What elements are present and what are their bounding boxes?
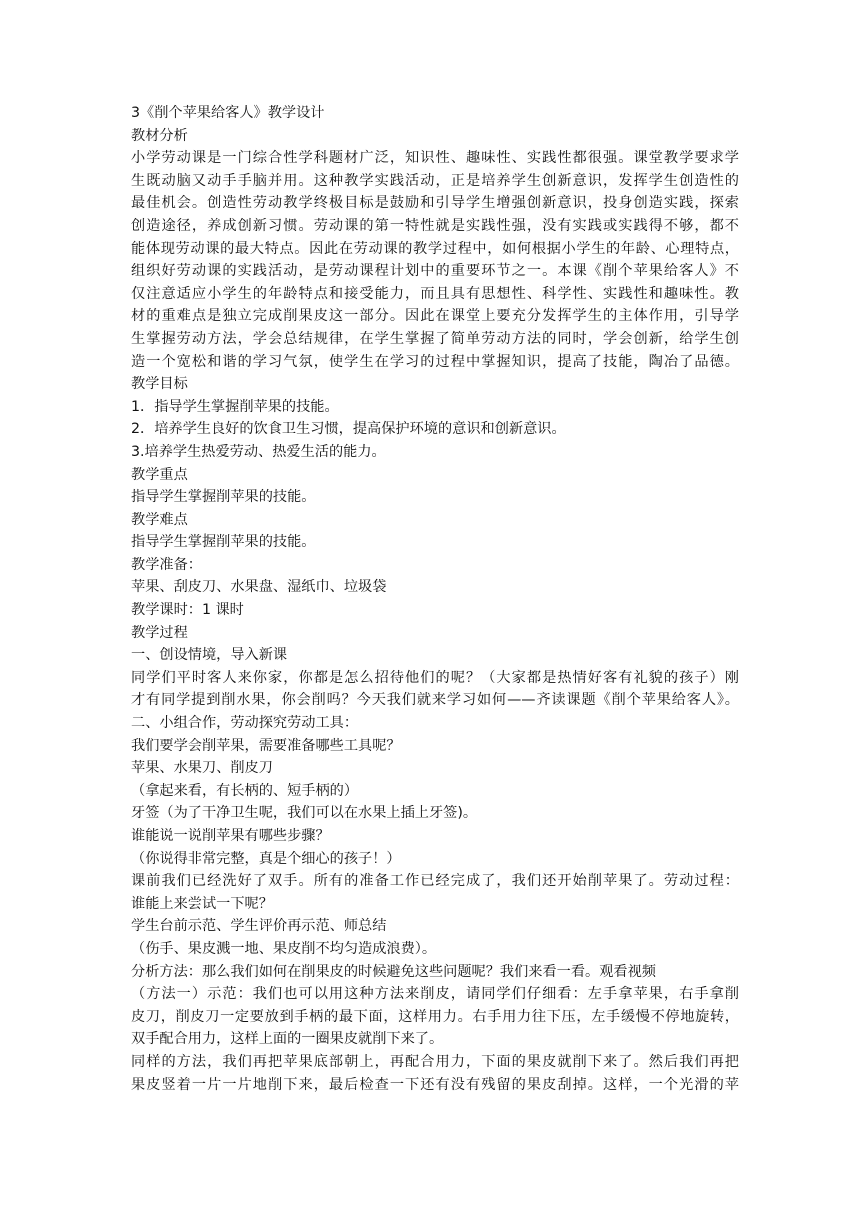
paragraph-line: 皮刀，削皮刀一定要放到手柄的最下面，这样用力。右手用力往下压，左手缓慢不停地旋转， [131,1008,739,1025]
paragraph-line: 教学课时：1 课时 [131,602,244,619]
subsection-heading: 一、创设情境，导入新课 [131,647,288,664]
paragraph-line: 指导学生掌握削苹果的技能。 [131,534,316,551]
paragraph-line: 谁能上来尝试一下呢？ [131,895,273,912]
paragraph-line: 最佳机会。创造性劳动教学终极目标是鼓励和引导学生增强创新意识，投身创造实践，探索 [131,195,739,212]
paragraph-line: （方法一）示范：我们也可以用这种方法来削皮，请同学们仔细看：左手拿苹果，右手拿削 [131,986,739,1003]
paragraph-line: 创造途径，养成创新习惯。劳动课的第一特性就是实践性强，没有实践或实践得不够，都不 [131,217,739,234]
section-heading: 教学准备： [131,556,202,573]
paragraph-line: （拿起来看，有长柄的、短手柄的） [131,782,359,799]
document-page [131,102,739,1096]
paragraph-line: 分析方法：那么我们如何在削果皮的时候避免这些问题呢？我们来看一看。观看视频 [131,963,656,980]
paragraph-line: 指导学生掌握削苹果的技能。 [131,489,316,506]
section-heading: 教学难点 [131,511,188,528]
list-item: 3.培养学生热爱劳动、热爱生活的能力。 [131,443,386,460]
paragraph-line: 能体现劳动课的最大特点。因此在劳动课的教学过程中，如何根据小学生的年龄、心理特点， [131,240,739,257]
paragraph-line: 生既动脑又动手手脑并用。这种教学实践活动，正是培养学生创新意识，发挥学生创造性的 [131,172,739,189]
section-heading: 教学过程 [131,624,188,641]
paragraph-line: 同样的方法，我们再把苹果底部朝上，再配合用力，下面的果皮就削下来了。然后我们再把 [131,1053,739,1070]
paragraph-line: 苹果、刮皮刀、水果盘、湿纸巾、垃圾袋 [131,579,387,596]
paragraph-line: 学生台前示范、学生评价再示范、师总结 [131,918,387,935]
list-item: 1．指导学生掌握削苹果的技能。 [131,398,339,415]
paragraph-line: 造一个宽松和谐的学习气氛，使学生在学习的过程中掌握知识，提高了技能，陶冶了品德。 [131,353,739,370]
section-heading: 教学重点 [131,466,188,483]
paragraph-line: 双手配合用力，这样上面的一圈果皮就削下来了。 [131,1031,444,1048]
section-heading: 教材分析 [131,127,188,144]
paragraph-line: 苹果、水果刀、削皮刀 [131,760,273,777]
paragraph-line: 才有同学提到削水果，你会削吗？今天我们就来学习如何——齐读课题《削个苹果给客人》。 [131,692,739,709]
paragraph-line: 小学劳动课是一门综合性学科题材广泛，知识性、趣味性、实践性都很强。课堂教学要求学 [131,150,739,167]
paragraph-line: 课前我们已经洗好了双手。所有的准备工作已经完成了，我们还开始削苹果了。劳动过程： [131,873,739,890]
section-heading: 教学目标 [131,376,188,393]
paragraph-line: 同学们平时客人来你家，你都是怎么招待他们的呢？（大家都是热情好客有礼貌的孩子）刚 [131,669,739,686]
document-title: 3《削个苹果给客人》教学设计 [131,105,325,121]
paragraph-line: （你说得非常完整，真是个细心的孩子！） [131,850,401,867]
subsection-heading: 二、小组合作，劳动探究劳动工具： [131,715,359,732]
paragraph-line: 牙签（为了干净卫生呢，我们可以在水果上插上牙签)。 [131,805,478,822]
paragraph-line: （伤手、果皮溅一地、果皮削不均匀造成浪费）。 [131,940,437,957]
paragraph-line: 生掌握劳动方法，学会总结规律，在学生掌握了简单劳动方法的同时，学会创新，给学生创 [131,330,739,347]
paragraph-line: 材的重难点是独立完成削果皮这一部分。因此在课堂上要充分发挥学生的主体作用，引导学 [131,308,739,325]
paragraph-line: 果皮竖着一片一片地削下来，最后检查一下还有没有残留的果皮刮掉。这样，一个光滑的苹 [131,1076,739,1093]
paragraph-line: 我们要学会削苹果，需要准备哪些工具呢？ [131,737,401,754]
paragraph-line: 组织好劳动课的实践活动，是劳动课程计划中的重要环节之一。本课《削个苹果给客人》不 [131,263,739,280]
paragraph-line: 仅注意适应小学生的年龄特点和接受能力，而且具有思想性、科学性、实践性和趣味性。教 [131,285,739,302]
paragraph-line: 谁能说一说削苹果有哪些步骤？ [131,828,330,844]
list-item: 2．培养学生良好的饮食卫生习惯，提高保护环境的意识和创新意识。 [131,421,566,438]
